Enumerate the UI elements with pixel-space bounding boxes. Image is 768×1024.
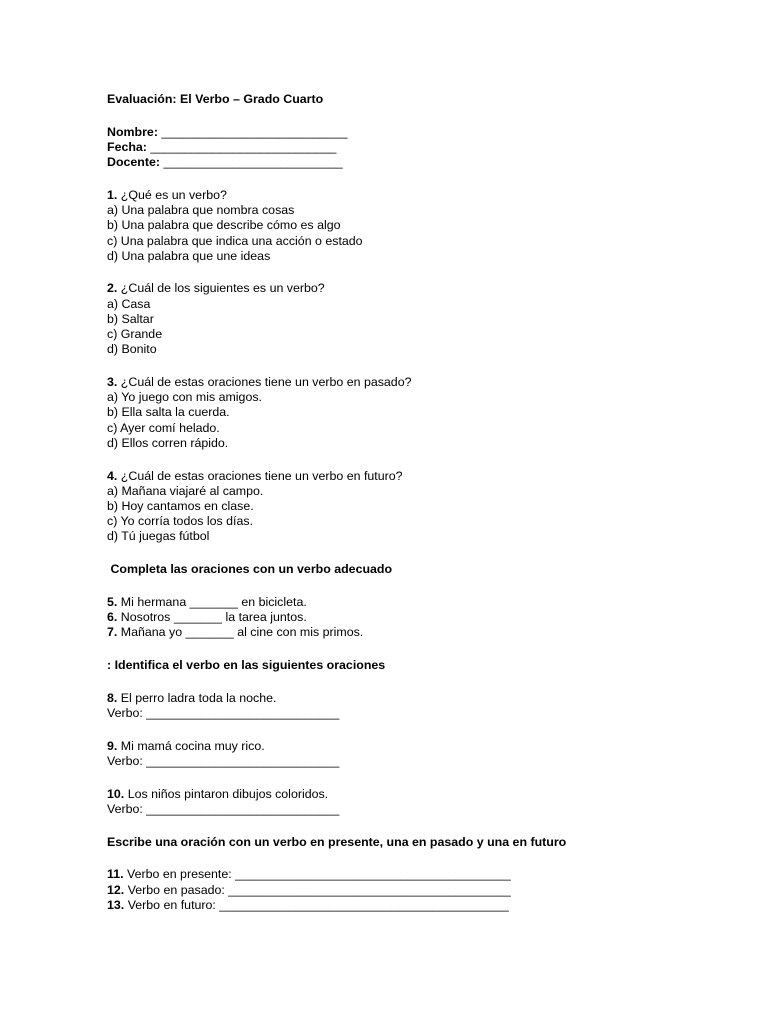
question-4 (107, 469, 707, 545)
question-number: 6. (107, 610, 118, 625)
date-field (107, 140, 707, 155)
question-8-prompt (107, 691, 707, 706)
question-11 (107, 867, 707, 882)
teacher-label: Docente: (107, 155, 161, 170)
page-title: Evaluación: El Verbo – Grado Cuarto (107, 92, 324, 106)
question-9 (107, 739, 707, 769)
option-c: c) Una palabra que indica una acción o estado (107, 233, 363, 248)
section-title-write: Escribe una oración con un verbo en presente, una en pasado y una en futuro (107, 834, 567, 849)
question-12 (107, 883, 707, 898)
question-number: 10. (107, 786, 125, 801)
question-6 (107, 610, 707, 625)
option-d: d) Una palabra que une ideas (107, 248, 271, 263)
option-c: c) Ayer comí helado. (107, 420, 220, 435)
write-items (107, 867, 707, 913)
worksheet (107, 92, 707, 913)
question-text: Verbo en futuro: __________________________________________ (127, 897, 509, 912)
option-a: a) Casa (107, 296, 151, 311)
question-1-prompt (107, 188, 707, 203)
question-4-prompt (107, 469, 707, 484)
name-field (107, 125, 707, 140)
question-7 (107, 625, 707, 640)
option-c: c) Yo corría todos los días. (107, 514, 254, 529)
option-d: d) Tú juegas fútbol (107, 529, 210, 544)
header-fields (107, 125, 707, 171)
question-13 (107, 898, 707, 913)
question-number: 4. (107, 468, 118, 483)
question-text: ¿Cuál de estas oraciones tiene un verbo en pasado? (120, 375, 412, 389)
question-9-prompt (107, 739, 707, 754)
question-number: 11. (107, 867, 124, 882)
name-label: Nombre: (107, 124, 158, 139)
option-d: d) Bonito (107, 342, 157, 357)
question-10-prompt (107, 787, 707, 802)
option-a: a) Una palabra que nombra cosas (107, 203, 295, 218)
complete-items (107, 595, 707, 641)
date-label: Fecha: (107, 139, 147, 154)
question-number: 12. (107, 882, 125, 897)
option-b: b) Saltar (107, 311, 154, 326)
question-number: 3. (107, 375, 118, 389)
question-text: ¿Qué es un verbo? (120, 187, 227, 202)
option-a: a) Mañana viajaré al campo. (107, 483, 264, 498)
teacher-field (107, 155, 707, 170)
question-text: Verbo en pasado: _________________________________________ (127, 882, 511, 897)
date-blank: ___________________________ (150, 139, 337, 154)
option-b: b) Una palabra que describe cómo es algo (107, 218, 341, 233)
question-text: El perro ladra toda la noche. (120, 690, 277, 705)
option-a: a) Yo juego con mis amigos. (107, 390, 262, 405)
question-number: 2. (107, 281, 118, 296)
question-3 (107, 375, 707, 451)
question-number: 13. (107, 897, 125, 912)
question-text: Verbo en presente: ________________________________________ (127, 867, 511, 882)
teacher-blank: __________________________ (163, 155, 343, 170)
question-text: ¿Cuál de estas oraciones tiene un verbo en futuro? (120, 468, 403, 483)
question-text: Nosotros _______ la tarea juntos. (120, 610, 307, 625)
question-text: Los niños pintaron dibujos coloridos. (127, 786, 329, 801)
question-5 (107, 595, 707, 610)
option-d: d) Ellos corren rápido. (107, 435, 229, 450)
question-8 (107, 691, 707, 721)
name-blank: ___________________________ (161, 124, 348, 139)
section-title-identify: : Identifica el verbo en las siguientes oraciones (107, 658, 386, 672)
option-b: b) Ella salta la cuerda. (107, 405, 230, 420)
question-2-prompt (107, 281, 707, 296)
question-2 (107, 281, 707, 357)
question-10 (107, 787, 707, 817)
question-text: Mañana yo _______ al cine con mis primos. (120, 625, 364, 640)
question-text: Mi mamá cocina muy rico. (120, 738, 265, 753)
option-b: b) Hoy cantamos en clase. (107, 498, 254, 513)
question-text: ¿Cuál de los siguientes es un verbo? (120, 281, 325, 296)
question-number: 7. (107, 625, 118, 640)
question-3-prompt (107, 375, 707, 390)
question-number: 9. (107, 738, 118, 753)
section-title-complete: Completa las oraciones con un verbo adecuado (107, 562, 393, 577)
question-number: 5. (107, 594, 118, 609)
question-1 (107, 188, 707, 264)
answer-line: Verbo: ____________________________ (107, 705, 340, 720)
question-number: 1. (107, 187, 118, 202)
question-number: 8. (107, 690, 118, 705)
answer-line: Verbo: ____________________________ (107, 753, 340, 768)
answer-line: Verbo: ____________________________ (107, 801, 340, 816)
option-c: c) Grande (107, 327, 163, 342)
question-text: Mi hermana _______ en bicicleta. (120, 594, 307, 609)
